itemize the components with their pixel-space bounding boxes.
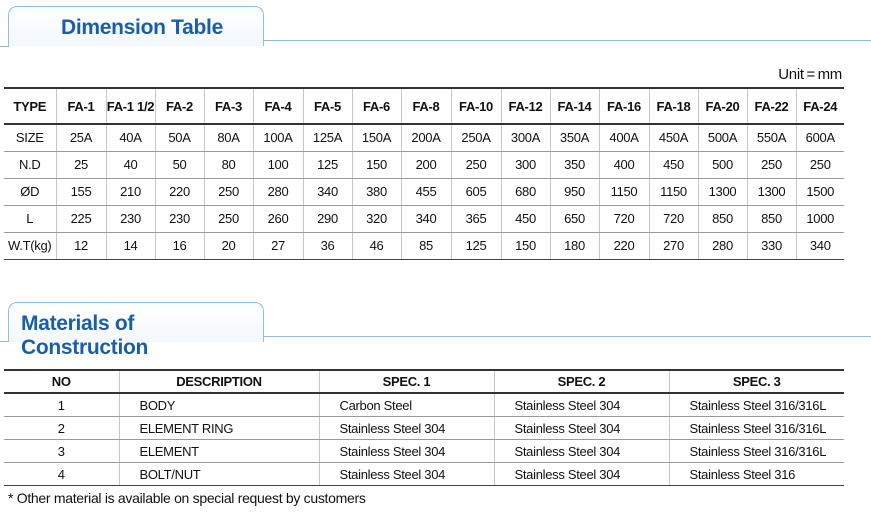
column-header: FA-12 <box>501 88 550 124</box>
table-cell: 80 <box>204 151 253 178</box>
column-header: FA-14 <box>550 88 599 124</box>
table-cell: 1500 <box>796 178 844 205</box>
table-cell: 150A <box>352 124 401 151</box>
table-cell: Stainless Steel 316/316L <box>669 393 844 417</box>
dimension-table-tab <box>8 6 264 46</box>
column-header: FA-3 <box>204 88 253 124</box>
table-row <box>4 232 844 259</box>
table-cell: 340 <box>401 205 451 232</box>
table-cell: Carbon Steel <box>319 393 494 417</box>
column-header: NO <box>4 370 119 393</box>
table-cell: 16 <box>155 232 204 259</box>
table-cell: 150 <box>501 232 550 259</box>
table-cell: 36 <box>303 232 352 259</box>
table-cell: 250 <box>747 151 796 178</box>
column-header: SPEC. 3 <box>669 370 844 393</box>
dimension-header-row <box>4 88 844 124</box>
table-cell: 150 <box>352 151 401 178</box>
table-cell: Stainless Steel 304 <box>319 463 494 486</box>
table-cell: 40 <box>106 151 155 178</box>
table-cell: 14 <box>106 232 155 259</box>
table-cell: 25A <box>56 124 106 151</box>
column-header: FA-20 <box>698 88 747 124</box>
materials-body <box>4 393 844 486</box>
table-cell: 350 <box>550 151 599 178</box>
dimension-tab-underline <box>0 46 9 47</box>
table-cell: 210 <box>106 178 155 205</box>
table-cell: L <box>4 205 56 232</box>
table-cell: Stainless Steel 316/316L <box>669 440 844 463</box>
table-cell: 650 <box>550 205 599 232</box>
table-cell: 125 <box>451 232 501 259</box>
dimension-tab-underline-right <box>263 40 871 41</box>
table-cell: 12 <box>56 232 106 259</box>
table-cell: 300 <box>501 151 550 178</box>
table-cell: 1150 <box>599 178 649 205</box>
table-cell: 320 <box>352 205 401 232</box>
table-cell: 455 <box>401 178 451 205</box>
footnote: * Other material is available on special request by customers <box>8 490 366 506</box>
table-cell: ELEMENT <box>119 440 319 463</box>
column-header: FA-4 <box>253 88 303 124</box>
column-header: FA-24 <box>796 88 844 124</box>
table-cell: N.D <box>4 151 56 178</box>
table-cell: 200 <box>401 151 451 178</box>
table-cell: 450A <box>649 124 698 151</box>
table-cell: 400 <box>599 151 649 178</box>
table-cell: 1300 <box>747 178 796 205</box>
table-cell: 1150 <box>649 178 698 205</box>
column-header: FA-18 <box>649 88 698 124</box>
table-cell: 450 <box>501 205 550 232</box>
column-header: TYPE <box>4 88 56 124</box>
table-cell: 605 <box>451 178 501 205</box>
column-header: DESCRIPTION <box>119 370 319 393</box>
dimension-table-title: Dimension Table <box>61 16 223 39</box>
table-cell: SIZE <box>4 124 56 151</box>
dimension-body <box>4 124 844 259</box>
table-cell: 20 <box>204 232 253 259</box>
table-cell: 350A <box>550 124 599 151</box>
table-cell: Stainless Steel 304 <box>494 417 669 440</box>
table-cell: Stainless Steel 304 <box>494 393 669 417</box>
table-cell: ØD <box>4 178 56 205</box>
table-cell: 1 <box>4 393 119 417</box>
table-cell: 250 <box>204 178 253 205</box>
column-header: FA-5 <box>303 88 352 124</box>
materials-tab <box>8 302 264 359</box>
table-cell: 80A <box>204 124 253 151</box>
column-header: FA-22 <box>747 88 796 124</box>
table-cell: 260 <box>253 205 303 232</box>
table-row <box>4 393 844 417</box>
table-cell: 180 <box>550 232 599 259</box>
column-header: FA-1 1/2 <box>106 88 155 124</box>
table-cell: 230 <box>155 205 204 232</box>
table-cell: 225 <box>56 205 106 232</box>
table-cell: 300A <box>501 124 550 151</box>
table-cell: Stainless Steel 304 <box>494 440 669 463</box>
table-cell: W.T(kg) <box>4 232 56 259</box>
table-cell: 340 <box>796 232 844 259</box>
table-cell: 25 <box>56 151 106 178</box>
table-cell: 280 <box>698 232 747 259</box>
table-row <box>4 178 844 205</box>
table-cell: 450 <box>649 151 698 178</box>
column-header: FA-10 <box>451 88 501 124</box>
table-cell: 330 <box>747 232 796 259</box>
table-cell: 400A <box>599 124 649 151</box>
dimension-table <box>4 87 844 260</box>
table-row <box>4 151 844 178</box>
table-cell: 850 <box>698 205 747 232</box>
table-cell: 46 <box>352 232 401 259</box>
column-header: FA-16 <box>599 88 649 124</box>
column-header: FA-6 <box>352 88 401 124</box>
table-cell: Stainless Steel 304 <box>494 463 669 486</box>
table-cell: 40A <box>106 124 155 151</box>
table-cell: 600A <box>796 124 844 151</box>
table-row <box>4 440 844 463</box>
column-header: FA-8 <box>401 88 451 124</box>
table-cell: 27 <box>253 232 303 259</box>
table-row <box>4 205 844 232</box>
unit-label: Unit = mm <box>778 66 842 83</box>
table-cell: 950 <box>550 178 599 205</box>
table-cell: 50 <box>155 151 204 178</box>
table-cell: 380 <box>352 178 401 205</box>
table-row <box>4 463 844 486</box>
table-cell: 230 <box>106 205 155 232</box>
table-cell: 720 <box>599 205 649 232</box>
table-cell: 1300 <box>698 178 747 205</box>
table-cell: 250A <box>451 124 501 151</box>
table-cell: 500 <box>698 151 747 178</box>
table-cell: 680 <box>501 178 550 205</box>
table-cell: 250 <box>796 151 844 178</box>
table-cell: 550A <box>747 124 796 151</box>
table-cell: 155 <box>56 178 106 205</box>
table-cell: 270 <box>649 232 698 259</box>
table-cell: 125 <box>303 151 352 178</box>
table-cell: 850 <box>747 205 796 232</box>
materials-header-row <box>4 370 844 393</box>
table-cell: 340 <box>303 178 352 205</box>
table-row <box>4 417 844 440</box>
table-cell: Stainless Steel 316/316L <box>669 417 844 440</box>
table-cell: 1000 <box>796 205 844 232</box>
table-cell: Stainless Steel 316 <box>669 463 844 486</box>
materials-table <box>4 369 844 486</box>
table-cell: 290 <box>303 205 352 232</box>
table-cell: 720 <box>649 205 698 232</box>
table-cell: 100 <box>253 151 303 178</box>
table-cell: 500A <box>698 124 747 151</box>
column-header: SPEC. 1 <box>319 370 494 393</box>
table-cell: BODY <box>119 393 319 417</box>
materials-title: Materials of Construction <box>21 312 149 359</box>
table-cell: 4 <box>4 463 119 486</box>
table-cell: 280 <box>253 178 303 205</box>
table-cell: ELEMENT RING <box>119 417 319 440</box>
table-cell: 85 <box>401 232 451 259</box>
column-header: FA-1 <box>56 88 106 124</box>
table-cell: 220 <box>155 178 204 205</box>
table-cell: 250 <box>204 205 253 232</box>
column-header: FA-2 <box>155 88 204 124</box>
table-cell: Stainless Steel 304 <box>319 440 494 463</box>
table-cell: 220 <box>599 232 649 259</box>
materials-tab-underline-right <box>263 336 871 337</box>
table-cell: 100A <box>253 124 303 151</box>
materials-tab-underline <box>0 341 9 342</box>
table-cell: 3 <box>4 440 119 463</box>
table-row <box>4 124 844 151</box>
table-cell: 2 <box>4 417 119 440</box>
table-cell: 50A <box>155 124 204 151</box>
table-cell: Stainless Steel 304 <box>319 417 494 440</box>
table-cell: BOLT/NUT <box>119 463 319 486</box>
column-header: SPEC. 2 <box>494 370 669 393</box>
table-cell: 200A <box>401 124 451 151</box>
table-cell: 365 <box>451 205 501 232</box>
table-cell: 125A <box>303 124 352 151</box>
table-cell: 250 <box>451 151 501 178</box>
